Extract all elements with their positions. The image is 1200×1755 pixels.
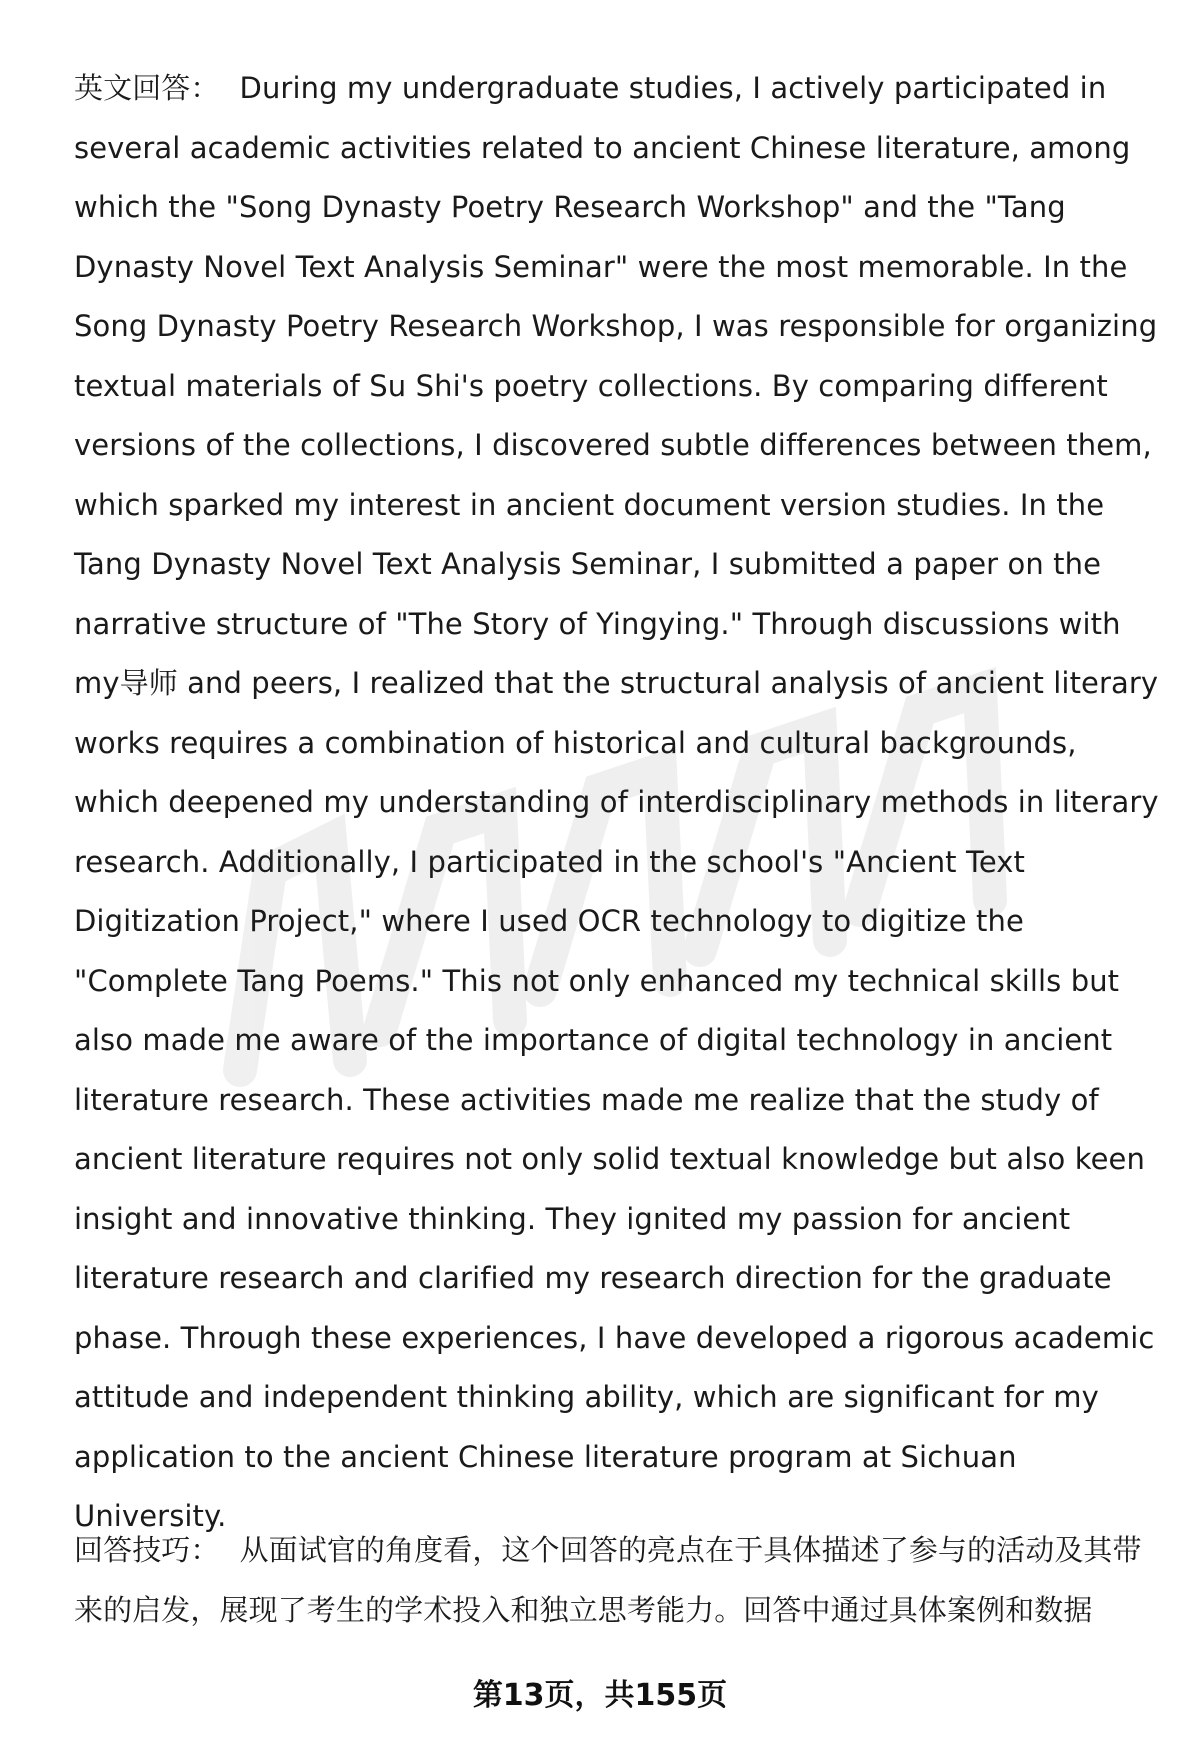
page-number-footer: 第13页，共155页 (472, 1678, 728, 1713)
english-answer-label: 英文回答： (74, 71, 220, 105)
answer-tips-label: 回答技巧： (74, 1533, 220, 1567)
answer-tips-text: 从面试官的角度看，这个回答的亮点在于具体描述了参与的活动及其带来的启发，展现了考生的学术投入和独立思考能力。回答中通过具体案例和数据 (74, 1533, 1142, 1627)
english-answer-text: During my undergraduate studies, I actively participated in several academic activities related to ancient Chinese literature, among which the "Song Dynasty Poetry Research Workshop" and the "Tang Dynasty Novel Text Analysis Seminar" were the most memorable. In the Song Dynasty Poetry Research Workshop, I was responsible for organizing textual materials of Su Shi's poetry collections. By comparing different versions of the collections, I discovered subtle differences between them, which sparked my interest in ancient document version studies. In the Tang Dynasty Novel Text Analysis Seminar, I submitted a paper on the narrative structure of "The Story of Yingying." Through discussions with my导师 and peers, I realized that the structural analysis of ancient literary works requires a combination of historical and cultural backgrounds, which deepened my understanding of interdisciplinary methods in literary research. Additionally, I participated in the school's "Ancient Text Digitization Project," where I used OCR technology to digitize the "Complete Tang Poems." This not only enhanced my technical skills but also made me aware of the importance of digital technology in ancient literature research. These activities made me realize that the study of ancient literature requires not only solid textual knowledge but also keen insight and innovative thinking. They ignited my passion for ancient literature research and clarified my research direction for the graduate phase. Through these experiences, I have developed a rigorous academic attitude and independent thinking ability, which are significant for my application to the ancient Chinese literature program at Sichuan University. (74, 71, 1159, 1533)
english-answer-paragraph (74, 59, 1159, 1547)
answer-tips-paragraph (74, 1521, 1159, 1640)
